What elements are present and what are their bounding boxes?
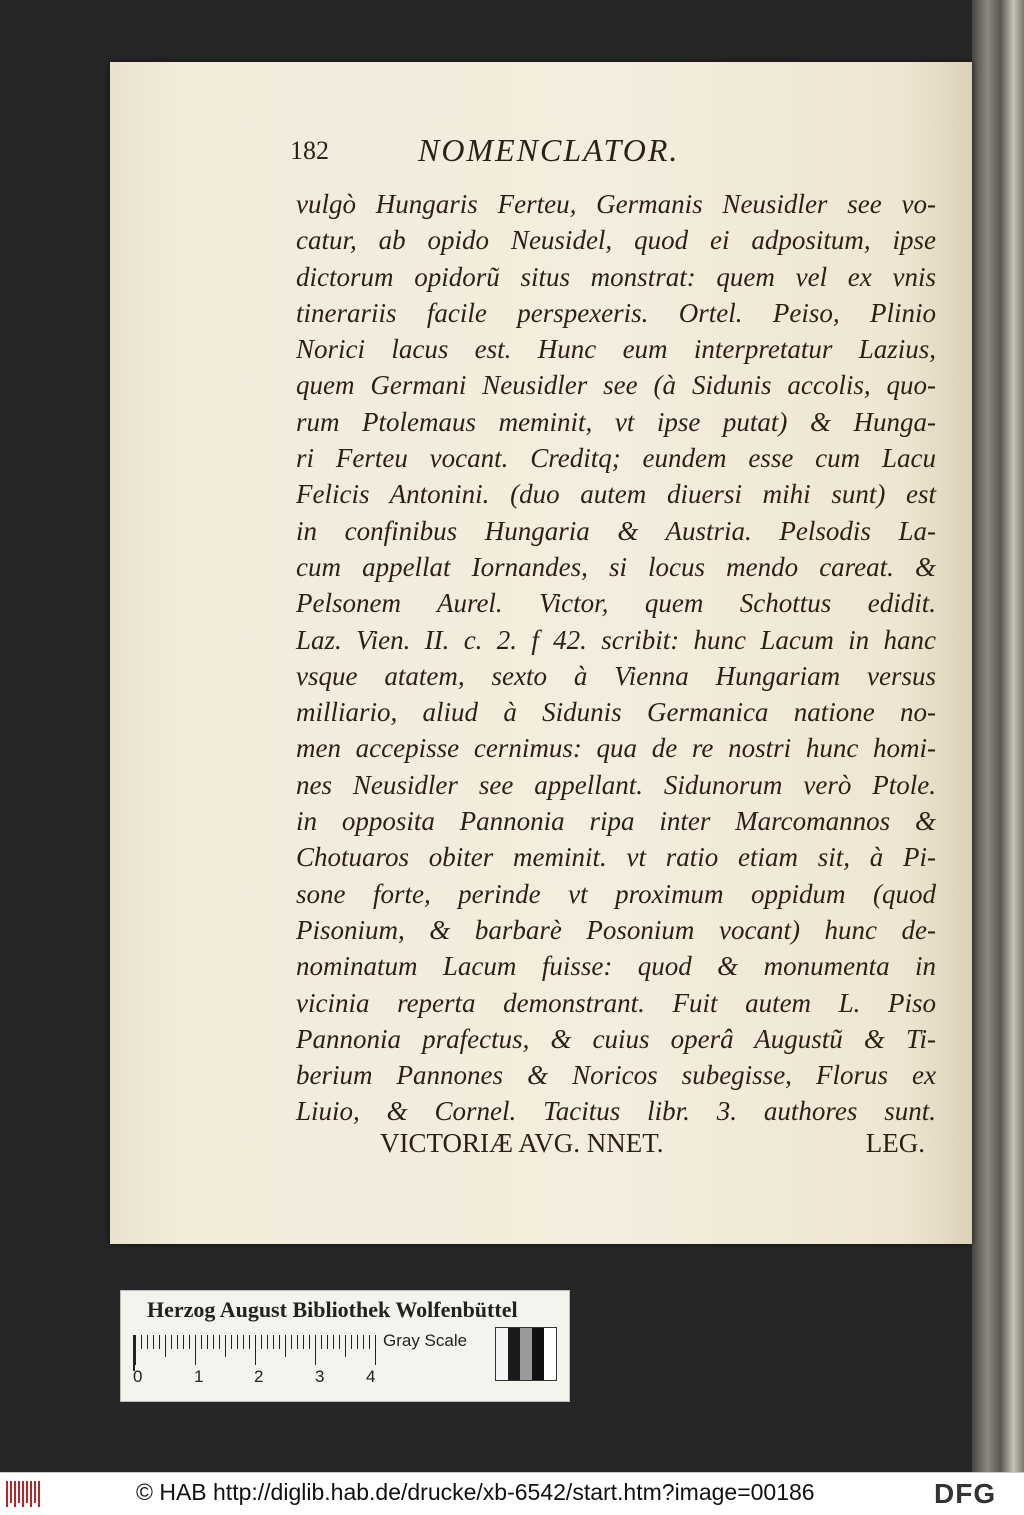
ruler-tick [159, 1335, 160, 1349]
ruler-tick [351, 1335, 352, 1349]
text-line: sone forte, perinde vt proximum oppidum (quod [296, 878, 936, 909]
text-line: vsque atatem, sexto à Vienna Hungariam versus [296, 660, 936, 691]
text-line: milliario, aliud à Sidunis Germanica natione no- [296, 697, 936, 728]
barcode-bar [14, 1481, 16, 1507]
ruler-number: 2 [254, 1367, 264, 1386]
gray-patch [496, 1328, 508, 1380]
ruler-tick [255, 1335, 256, 1365]
footer-bar [0, 1472, 1024, 1515]
page-number: 182 [290, 136, 329, 165]
gray-scale-label: Gray Scale [383, 1331, 468, 1350]
ruler-tick [297, 1335, 298, 1349]
catchword: LEG. [865, 1128, 925, 1158]
text-line: berium Pannones & Noricos subegisse, Florus ex [296, 1060, 936, 1091]
ruler-tick [291, 1335, 292, 1349]
ruler-tick [315, 1335, 316, 1365]
text-line: Pisonium, & barbarè Posonium vocant) hunc de- [296, 914, 936, 945]
ruler-tick [267, 1335, 268, 1349]
text-line: Laz. Vien. II. c. 2. f 42. scribit: hunc Lacum in hanc [296, 624, 936, 655]
ruler-tick [363, 1335, 364, 1349]
footer-url[interactable]: © HAB http://diglib.hab.de/drucke/xb-6542/start.htm?image=00186 [136, 1479, 815, 1505]
barcode-bar [26, 1481, 28, 1503]
hab-barcode-logo [6, 1481, 44, 1507]
barcode-bar [22, 1481, 24, 1507]
ruler-tick [213, 1335, 214, 1349]
text-line: vulgò Hungaris Ferteu, Germanis Neusidler see vo- [296, 189, 936, 219]
ruler-tick [135, 1335, 136, 1365]
barcode-bar [30, 1481, 32, 1507]
text-line: dictorum opidorũ situs monstrat: quem vel ex vnis [296, 261, 936, 292]
color-target [120, 1290, 570, 1402]
text-line: in confinibus Hungaria & Austria. Pelsodis La- [296, 515, 936, 546]
text-line: Felicis Antonini. (duo autem diuersi mihi sunt) est [296, 479, 936, 510]
page-header [290, 132, 930, 182]
ruler-number: 1 [194, 1367, 204, 1386]
ruler-tick [369, 1335, 370, 1349]
body-text [296, 186, 936, 1130]
ruler-tick [183, 1335, 184, 1349]
ruler-tick [327, 1335, 328, 1349]
text-line: Liuio, & Cornel. Tacitus libr. 3. authores sunt. [296, 1096, 936, 1127]
ruler-tick [273, 1335, 274, 1349]
ruler-tick [141, 1335, 142, 1349]
ruler-tick [285, 1335, 286, 1357]
ruler-tick [195, 1335, 196, 1365]
text-line: vicinia reperta demonstrant. Fuit autem L. Piso [296, 987, 936, 1018]
barcode-bar [10, 1481, 12, 1503]
barcode-bar [6, 1481, 8, 1507]
ruler-number: 0 [133, 1367, 143, 1386]
ruler-tick [153, 1335, 154, 1349]
ruler-tick [219, 1335, 220, 1349]
ruler-tick [225, 1335, 226, 1357]
ruler-tick [321, 1335, 322, 1349]
ruler-tick [147, 1335, 148, 1349]
ruler-tick [201, 1335, 202, 1349]
catchline-text: VICTORIÆ AVG. NNET. [380, 1128, 664, 1158]
book-spine-edge [972, 0, 1024, 1472]
ruler-tick [243, 1335, 244, 1349]
text-line: quem Germani Neusidler see (à Sidunis accolis, quo- [296, 370, 936, 401]
ruler-tick [333, 1335, 334, 1349]
ruler-tick [339, 1335, 340, 1349]
text-line: Pelsonem Aurel. Victor, quem Schottus edidit. [296, 588, 936, 619]
barcode-bar [18, 1481, 20, 1503]
ruler-tick [357, 1335, 358, 1349]
ruler-tick [261, 1335, 262, 1349]
text-line: nes Neusidler see appellant. Sidunorum verò Ptole. [296, 769, 936, 800]
institution-name: Herzog August Bibliothek Wolfenbüttel [147, 1297, 518, 1322]
text-line: ri Ferteu vocant. Creditq; eundem esse cum Lacu [296, 443, 936, 474]
ruler-tick [171, 1335, 172, 1349]
gray-patch [532, 1328, 544, 1380]
ruler-tick [375, 1335, 376, 1365]
dfg-logo: DFG [934, 1478, 997, 1509]
gray-patch [508, 1328, 520, 1380]
ruler-tick [249, 1335, 250, 1349]
text-line: tinerariis facile perspexeris. Ortel. Peiso, Plinio [296, 297, 936, 328]
ruler-tick [207, 1335, 208, 1349]
text-line: men accepisse cernimus: qua de re nostri hunc homi- [296, 733, 936, 764]
gray-patch [520, 1328, 532, 1380]
ruler-number: 4 [366, 1367, 376, 1386]
ruler-tick [303, 1335, 304, 1349]
text-line: Chotuaros obiter meminit. vt ratio etiam sit, à Pi- [296, 842, 936, 873]
gray-scale-strip [495, 1327, 557, 1381]
ruler-tick [345, 1335, 346, 1357]
text-line: nominatum Lacum fuisse: quod & monumenta in [296, 951, 936, 982]
ruler-tick [177, 1335, 178, 1349]
running-head: NOMENCLATOR. [418, 132, 680, 168]
barcode-bar [34, 1481, 36, 1503]
text-line: in opposita Pannonia ripa inter Marcomannos & [296, 806, 936, 837]
ruler-tick [231, 1335, 232, 1349]
barcode-bar [38, 1481, 40, 1507]
ruler-tick [279, 1335, 280, 1349]
ruler-tick [309, 1335, 310, 1349]
text-line: Pannonia prafectus, & cuius operâ Augustũ & Ti- [296, 1023, 936, 1054]
ruler-number: 3 [315, 1367, 325, 1386]
ruler-tick [189, 1335, 190, 1349]
catchline [380, 1128, 925, 1159]
text-line: Norici lacus est. Hunc eum interpretatur Lazius, [296, 334, 936, 365]
gray-patch [544, 1328, 556, 1380]
text-line: rum Ptolemaus meminit, vt ipse putat) & Hunga- [296, 406, 936, 437]
text-line: cum appellat Iornandes, si locus mendo careat. & [296, 551, 936, 582]
ruler-tick [237, 1335, 238, 1349]
scale-ruler [133, 1335, 379, 1371]
ruler-tick [165, 1335, 166, 1357]
text-line: catur, ab opido Neusidel, quod ei adpositum, ipse [296, 225, 936, 256]
